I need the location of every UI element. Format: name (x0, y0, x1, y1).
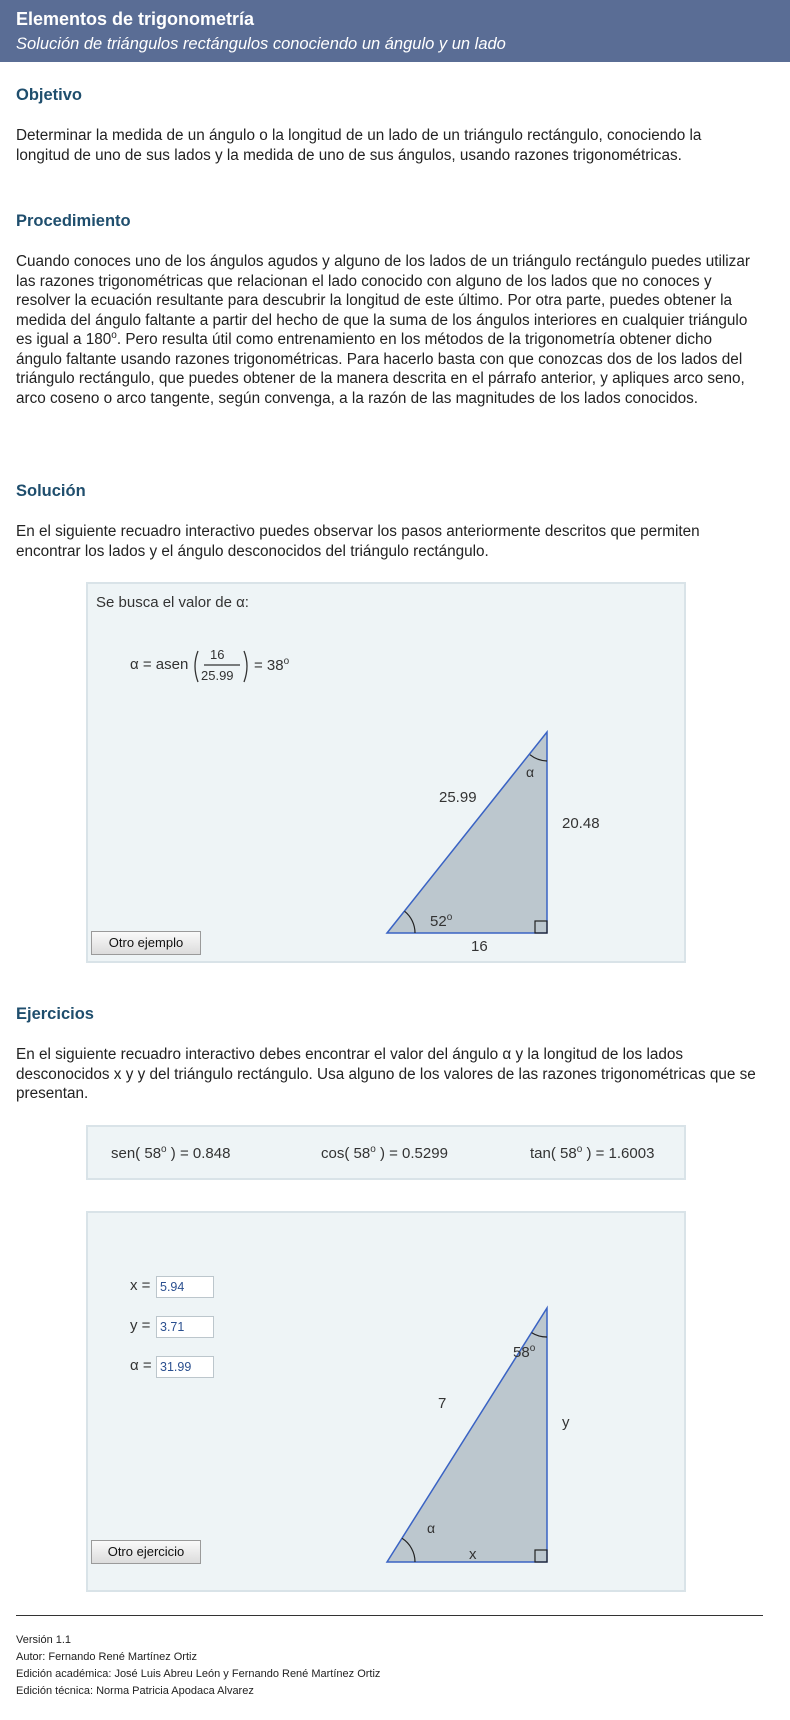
ejercicios-heading: Ejercicios (16, 1005, 94, 1023)
y-label: y = (130, 1317, 151, 1334)
procedimiento-text-part1: Cuando conoces uno de los ángulos agudos y alguno de los lados de un triángulo rectángulo puedes utilizar las razones trigonométricas que relacionan el lado conocido con alguno de los lados que no conoces y resolver la ecuación resultante para descubrir la longitud de este último. Por otra parte, puedes obtener la medida del ángulo faltante a partir del hecho de que la suma de los ángulos interiores en cualquier triángulo es igual a 180 (16, 253, 750, 348)
footer-author: Autor: Fernando René Martínez Ortiz (16, 1651, 197, 1663)
degree-sup: o (161, 1144, 167, 1155)
solucion-panel[interactable] (86, 582, 686, 963)
footer-technical: Edición técnica: Norma Patricia Apodaca Alvarez (16, 1685, 254, 1697)
otro-ejercicio-button[interactable]: Otro ejercicio (91, 1540, 201, 1564)
triangle-shape (387, 732, 547, 933)
tan-value: ) = 1.6003 (586, 1145, 655, 1162)
sen-label: sen( 58 (111, 1145, 162, 1162)
x-label: x = (130, 1277, 151, 1294)
sen-value: ) = 0.848 (170, 1145, 231, 1162)
tan-label: tan( 58 (530, 1145, 577, 1162)
bottom-angle-value: 52 (430, 913, 447, 930)
page-subtitle: Solución de triángulos rectángulos conociendo un ángulo y un lado (16, 35, 506, 53)
cos-ratio (321, 1144, 448, 1162)
degree-sup: o (576, 1144, 583, 1155)
top-angle-label (513, 1343, 535, 1361)
sen-ratio (111, 1144, 230, 1162)
solucion-triangle-diagram (88, 584, 684, 961)
page-header (0, 0, 790, 62)
alpha-label: α = (130, 1357, 152, 1374)
cos-value: ) = 0.5299 (379, 1145, 448, 1162)
formula-lhs: α = asen (130, 656, 189, 673)
top-angle-label: α (526, 764, 535, 780)
otro-ejemplo-button[interactable]: Otro ejemplo (91, 931, 201, 955)
formula-numerator: 16 (210, 647, 225, 662)
solucion-heading: Solución (16, 482, 86, 500)
top-angle-value: 58 (513, 1344, 530, 1361)
degree-sup: o (283, 656, 290, 667)
bottom-angle-label: α (427, 1520, 436, 1536)
degree-sup: o (370, 1144, 376, 1155)
solucion-text: En el siguiente recuadro interactivo puedes observar los pasos anteriormente descritos que permiten encontrar los lados y el ángulo desconocidos del triángulo rectángulo. (16, 523, 700, 560)
base-label: 16 (471, 938, 488, 955)
vertical-side-label: 20.48 (562, 815, 600, 832)
base-label: x (469, 1546, 477, 1563)
solucion-prompt: Se busca el valor de α: (96, 594, 249, 611)
footer-academic: Edición académica: José Luis Abreu León y Fernando René Martínez Ortiz (16, 1668, 381, 1680)
cos-label: cos( 58 (321, 1145, 371, 1162)
degree-sup: o (529, 1343, 536, 1354)
objetivo-text: Determinar la medida de un ángulo o la longitud de un lado de un triángulo rectángulo, conociendo la longitud de uno de sus lados y la medida de uno de sus ángulos, usando razones trigonométricas. (16, 127, 702, 164)
formula-result: = 38 (254, 657, 284, 674)
procedimiento-text-part2: . Pero resulta útil como entrenamiento en los métodos de la trigonometría obtener dicho ángulo faltante usando razones trigonométricas. Para hacerlo basta con que conozcas dos de los lados del triángulo rectángulo, que puedes obtener de la manera descrita en el párrafo anterior, y apliques arco seno, arco coseno o arco tangente, según convenga, a la razón de las magnitudes de los lados conocidos. (16, 331, 745, 407)
degree-sup: o (446, 912, 453, 923)
footer-divider (16, 1615, 763, 1616)
hypotenuse-label: 7 (438, 1395, 447, 1412)
vertical-side-label: y (562, 1414, 570, 1431)
objetivo-heading: Objetivo (16, 86, 83, 104)
formula-denominator: 25.99 (201, 668, 234, 683)
tan-ratio (530, 1144, 654, 1162)
footer-version: Versión 1.1 (16, 1634, 72, 1646)
degree-sup: o (111, 329, 117, 341)
hypotenuse-label: 25.99 (439, 789, 477, 806)
bottom-angle-label (430, 912, 452, 930)
ejercicios-panel[interactable] (86, 1211, 686, 1592)
procedimiento-text (16, 252, 761, 408)
ratios-panel (86, 1125, 686, 1180)
ejercicios-triangle-diagram (88, 1213, 684, 1590)
page-title: Elementos de trigonometría (16, 9, 255, 29)
ejercicios-text: En el siguiente recuadro interactivo debes encontrar el valor del ángulo α y la longitud de los lados desconocidos x y y del triángulo rectángulo. Usa alguno de los valores de las razones trigonométricas que se presentan. (16, 1046, 756, 1102)
procedimiento-heading: Procedimiento (16, 212, 131, 230)
